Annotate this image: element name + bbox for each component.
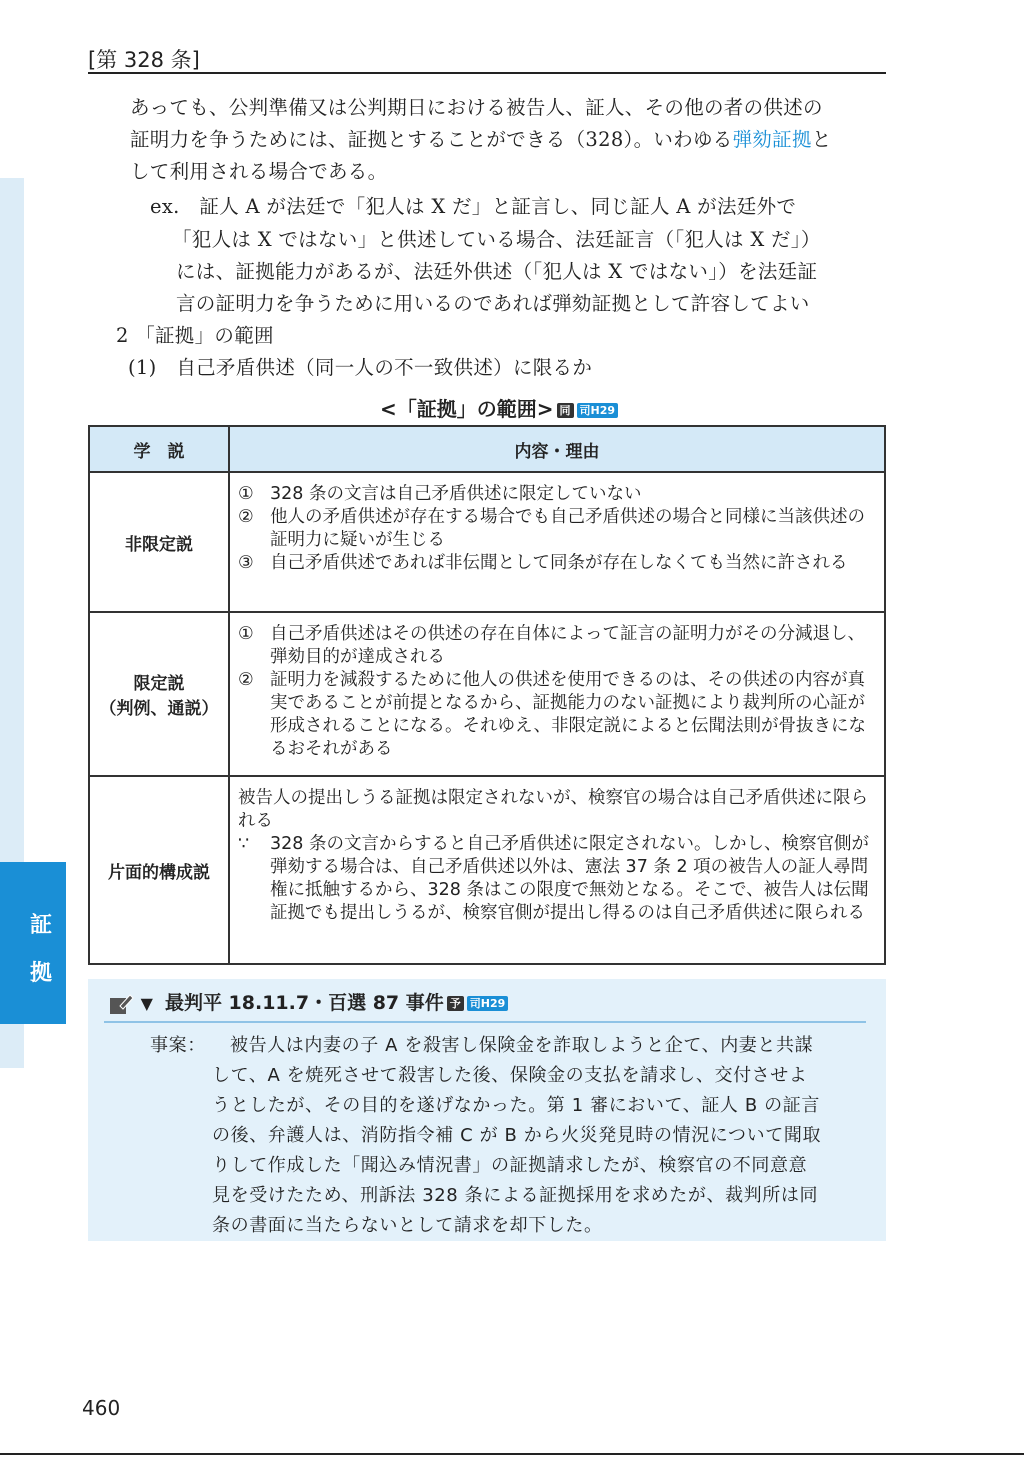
bottom-rule xyxy=(0,1453,1024,1455)
case-line: 見を受けたため、刑訴法 328 条による証拠採用を求めたが、裁判所は同 xyxy=(212,1185,819,1206)
subsection-heading: (1) 自己矛盾供述（同一人の不一致供述）に限るか xyxy=(128,356,593,379)
reason-item: ∵ 328 条の文言からすると自己矛盾供述に限定されない。しかし、検察官側が弾劾する場合は、自己矛盾供述以外は、憲法 37 条 2 項の被告人の証人尋問権に抵触するから、328 条はこの限度で無効となる。そこで、被告人は伝聞証拠でも提出しうるが、検察官側が提出し得るのは自己矛盾供述に限られる xyxy=(238,834,869,923)
exam-tag-shiho: 司H29 xyxy=(467,996,509,1011)
exam-tag-same: 同 xyxy=(557,403,574,418)
section-heading: 2 「証拠」の範囲 xyxy=(116,324,274,347)
exam-tag-yobi: 予 xyxy=(447,996,464,1011)
case-rule xyxy=(104,1021,866,1023)
paragraph-line-1: あっても、公判準備又は公判期日における被告人、証人、その他の者の供述の xyxy=(130,96,823,119)
article-header: [第 328 条] xyxy=(88,48,200,72)
theory-content xyxy=(229,612,885,776)
table-header-row xyxy=(89,426,885,472)
reason-item: ① 328 条の文言は自己矛盾供述に限定していない xyxy=(238,484,642,504)
theory-name: 限定説 （判例、通説） xyxy=(89,612,229,776)
paragraph-line-2: 証明力を争うためには、証拠とすることができる（328）。いわゆる弾劾証拠と xyxy=(130,128,832,151)
exam-tag-shiho: 司H29 xyxy=(577,403,619,418)
table-title: <「証拠」の範囲> 同 司H29 xyxy=(380,393,618,422)
case-line: うとしたが、その目的を遂げなかった。第 1 審において、証人 B の証言 xyxy=(212,1095,820,1116)
table-row xyxy=(89,776,885,964)
example-line-1: ex. 証人 A が法廷で「犯人は X だ」と証言し、同じ証人 A が法廷外で xyxy=(150,195,797,218)
case-heading: ▼ 最判平 18.11.7・百選 87 事件 予 司H29 xyxy=(108,988,508,1016)
paragraph-line-3: して利用される場合である。 xyxy=(130,160,388,183)
column-header-content: 内容・理由 xyxy=(229,426,885,472)
case-line: して、A を焼死させて殺害した後、保険金の支払を請求し、交付させよ xyxy=(212,1065,808,1086)
chapter-tab-char-2: 拠 xyxy=(30,960,53,986)
table-row xyxy=(89,472,885,612)
case-line: りして作成した「聞込み情況書」の証拠請求したが、検察官の不同意意 xyxy=(212,1155,808,1176)
case-label: 事案： xyxy=(150,1035,206,1056)
table-row xyxy=(89,612,885,776)
reason-item: ③ 自己矛盾供述であれば非伝聞として同条が存在しなくても当然に許される xyxy=(238,553,848,573)
page-number: 460 xyxy=(82,1396,121,1420)
chapter-tab xyxy=(0,862,66,1024)
theory-content xyxy=(229,776,885,964)
case-line: の後、弁護人は、消防指令補 C が B から火災発見時の情況について聞取 xyxy=(212,1125,822,1146)
theory-name: 片面的構成説 xyxy=(89,776,229,964)
pencil-note-icon xyxy=(108,992,134,1016)
case-line: 被告人は内妻の子 A を殺害し保険金を詐取しようと企て、内妻と共謀 xyxy=(230,1035,814,1056)
column-header-theory: 学 説 xyxy=(89,426,229,472)
example-line-4: 言の証明力を争うために用いるのであれば弾劾証拠として許容してよい xyxy=(176,292,810,315)
reason-item: ① 自己矛盾供述はその供述の存在自体によって証言の証明力がその分減退し、弾劾目的が達成される xyxy=(238,624,865,667)
impeachment-evidence-term: 弾劾証拠 xyxy=(732,128,812,151)
case-line: 条の書面に当たらないとして請求を却下した。 xyxy=(212,1215,603,1236)
example-line-2: 「犯人は X ではない」と供述している場合、法廷証言（「犯人は X だ」） xyxy=(172,228,821,251)
reason-item: ② 他人の矛盾供述が存在する場合でも自己矛盾供述の場合と同様に当該供述の証明力に疑いが生じる xyxy=(238,507,865,550)
theory-name: 非限定説 xyxy=(89,472,229,612)
theory-table xyxy=(88,425,886,965)
example-line-3: には、証拠能力があるが、法廷外供述（「犯人は X ではない」）を法廷証 xyxy=(176,260,818,283)
theory-lead: 被告人の提出しうる証拠は限定されないが、検察官の場合は自己矛盾供述に限られる xyxy=(238,788,868,831)
triangle-down-icon: ▼ xyxy=(140,994,153,1013)
header-rule xyxy=(88,72,886,74)
theory-content xyxy=(229,472,885,612)
reason-item: ② 証明力を減殺するために他人の供述を使用できるのは、その供述の内容が真実であることが前提となるから、証拠能力のない証拠により裁判所の心証が形成されることになる。それゆえ、非限定説によると伝聞法則が骨抜きになるおそれがある xyxy=(238,670,867,759)
chapter-tab-char-1: 証 xyxy=(30,912,53,938)
